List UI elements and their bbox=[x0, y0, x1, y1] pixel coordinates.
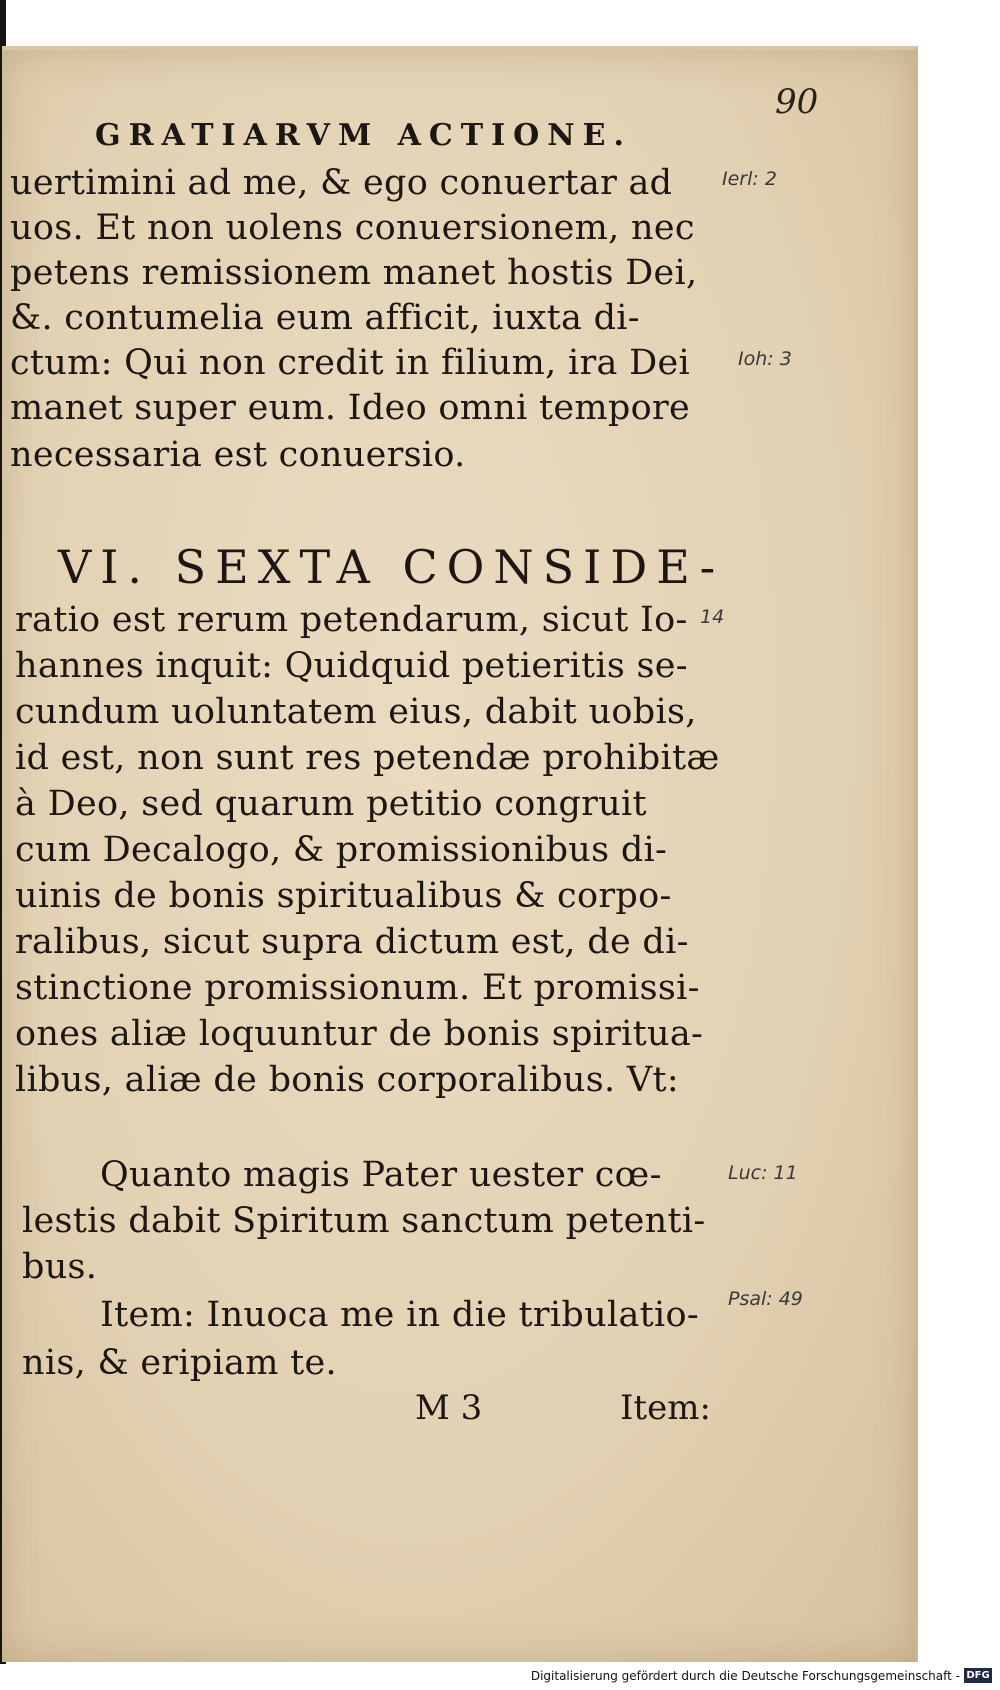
section-heading: VI. SEXTA CONSIDE- bbox=[58, 540, 725, 594]
text-line: ones aliæ loquuntur de bonis spiritua- bbox=[15, 1014, 704, 1054]
text-line: hannes inquit: Quidquid petieritis se- bbox=[15, 646, 688, 686]
text-line: Quanto magis Pater uester cœ- bbox=[100, 1155, 662, 1195]
text-line: necessaria est conuersio. bbox=[10, 435, 466, 475]
text-line: uinis de bonis spiritualibus & corpo- bbox=[15, 876, 672, 916]
text-line: uos. Et non uolens conuersionem, nec bbox=[10, 208, 695, 248]
text-line: manet super eum. Ideo omni tempore bbox=[10, 388, 691, 428]
text-line: bus. bbox=[22, 1247, 98, 1287]
text-line: nis, & eripiam te. bbox=[22, 1343, 337, 1383]
marginal-note: Psal: 49 bbox=[728, 1288, 803, 1310]
text-line: ratio est rerum petendarum, sicut Io- bbox=[15, 600, 688, 640]
text-line: cundum uoluntatem eius, dabit uobis, bbox=[15, 692, 697, 732]
marginal-note: Luc: 11 bbox=[728, 1162, 798, 1184]
funding-credit: Digitalisierung gefördert durch die Deutsche Forschungsgemeinschaft - bbox=[530, 1669, 960, 1683]
text-line: ctum: Qui non credit in filium, ira Dei bbox=[10, 343, 690, 383]
folio-number: 90 bbox=[775, 82, 819, 122]
dfg-logo-icon: DFG bbox=[964, 1668, 992, 1683]
marginal-note: 14 bbox=[700, 606, 725, 628]
text-line: à Deo, sed quarum petitio congruit bbox=[15, 784, 647, 824]
text-line: uertimini ad me, & ego conuertar ad bbox=[10, 163, 673, 203]
running-head: GRATIARVM ACTIONE. bbox=[95, 118, 632, 153]
text-line: Item: Inuoca me in die tribulatio- bbox=[100, 1295, 699, 1335]
marginal-note: Ioh: 3 bbox=[738, 348, 792, 370]
text-line: id est, non sunt res petendæ prohibitæ bbox=[15, 738, 720, 778]
text-line: ralibus, sicut supra dictum est, de di- bbox=[15, 922, 689, 962]
marginal-note: Ierl: 2 bbox=[722, 168, 777, 190]
text-line: petens remissionem manet hostis Dei, bbox=[10, 253, 698, 293]
text-line: lestis dabit Spiritum sanctum petenti- bbox=[22, 1201, 706, 1241]
text-line: cum Decalogo, & promissionibus di- bbox=[15, 830, 668, 870]
text-line: stinctione promissionum. Et promissi- bbox=[15, 968, 700, 1008]
text-line: libus, aliæ de bonis corporalibus. Vt: bbox=[15, 1060, 679, 1100]
text-line: &. contumelia eum afficit, iuxta di- bbox=[10, 298, 640, 338]
catchword: Item: bbox=[620, 1388, 711, 1428]
signature-mark: M 3 bbox=[415, 1388, 483, 1428]
footer-bar bbox=[0, 1664, 1000, 1690]
